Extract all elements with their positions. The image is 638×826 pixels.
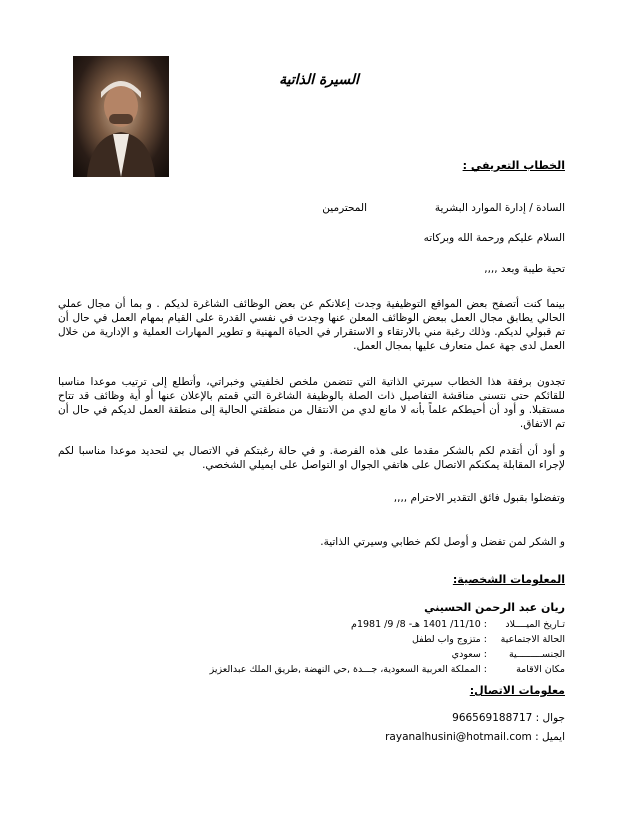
personal-row: [210, 617, 565, 632]
thanks-line: و الشكر لمن تفضل و أوصل لكم خطابي وسيرتي الذاتية.: [320, 536, 565, 548]
contact-info-heading: معلومات الاتصال:: [469, 684, 565, 697]
honorific: المحترمين: [322, 202, 367, 214]
row-label: الحالة الاجتماعية: [500, 634, 565, 645]
salutation: تحية طيبة وبعد ,,,,: [484, 263, 565, 275]
profile-photo: [73, 56, 169, 177]
email-value: rayanalhusini@hotmail.com: [385, 731, 532, 743]
intro-heading: الخطاب التعريفي :: [462, 159, 565, 172]
phone-value: 966569188717: [452, 712, 533, 724]
personal-info-heading: المعلومات الشخصية:: [452, 573, 565, 586]
personal-details: [210, 617, 565, 677]
full-name: ريان عبد الرحمن الحسيني: [424, 601, 565, 614]
portrait-image: [73, 56, 169, 177]
row-label: مكان الاقامة: [516, 664, 565, 675]
closing-line: وتفضلوا بقبول فائق التقدير الاحترام ,,,,: [393, 492, 565, 504]
row-value: : المملكة العربية السعودية، جـــدة ,حي النهضة ,طريق الملك عبدالعزيز: [209, 664, 487, 675]
greeting: السلام عليكم ورحمة الله وبركاته: [423, 232, 565, 244]
paragraph-intro: بينما كنت أتصفح بعض المواقع التوظيفية وجدت إعلانكم عن بعض الوظائف الشاغرة لديكم . و بما أن مجال عملي الحالي يطابق مجال العمل ببعض الوظائف المعلن عنها وجدت في نفسي القدرة على القيام بمهام العمل في حال أن تم قبولي لديكم. وذلك رغبة مني بالارتقاء و الاستقرار في الحياة المهنية و تطوير المهارات العملية و الإدارية من خلال العمل لدى جهة عمل متعارف عليها بمجال العمل.: [58, 298, 565, 352]
phone-label: جوال :: [535, 712, 565, 724]
contact-phone-row: [452, 711, 565, 725]
personal-row: [210, 662, 565, 677]
email-label: ايميل :: [535, 731, 565, 743]
row-value: : متزوج واب لطفل: [411, 634, 487, 645]
row-value: : سعودي: [451, 649, 487, 660]
paragraph-thanks: و أود أن أتقدم لكم بالشكر مقدما على هذه الفرصة. و في حالة رغبتكم في الاتصال بي لتحديد موعدا مناسبا لكم لإجراء المقابلة يمكنكم الاتصال على هاتفي الجوال او التواصل على ايميلي الشخصي.: [58, 445, 565, 471]
row-label: تـاريخ الميــــلاد: [505, 619, 565, 630]
paragraph-attachment: تجدون برفقة هذا الخطاب سيرتي الذاتية التي تتضمن ملخص لخلفيتي وخبراتي، وأتطلع إلى ترتيب موعدا مناسبا للقائكم حتى نتسنى مناقشة التفاصيل ذات الصلة بالوظيفة الشاغرة التي قمتم بالإعلان عنها أو أية وظائف قد تتاح مستقبلا. و أود أن أحيطكم علماً بأنه لا مانع لدي من الانتقال من منطقتي الحالية إلى منطقة العمل لديكم في حال أن تم الاتفاق.: [58, 376, 565, 430]
contact-email-row: [385, 730, 565, 744]
row-label: الجنســـــــــية: [508, 649, 565, 660]
row-value: : 11/10/ 1401 هـ- 8/ 9/ 1981م: [351, 619, 487, 630]
page-title: السيرة الذاتية: [279, 72, 359, 88]
addressee: السادة / إدارة الموارد البشرية: [434, 202, 565, 214]
personal-row: [210, 632, 565, 647]
personal-row: [210, 647, 565, 662]
